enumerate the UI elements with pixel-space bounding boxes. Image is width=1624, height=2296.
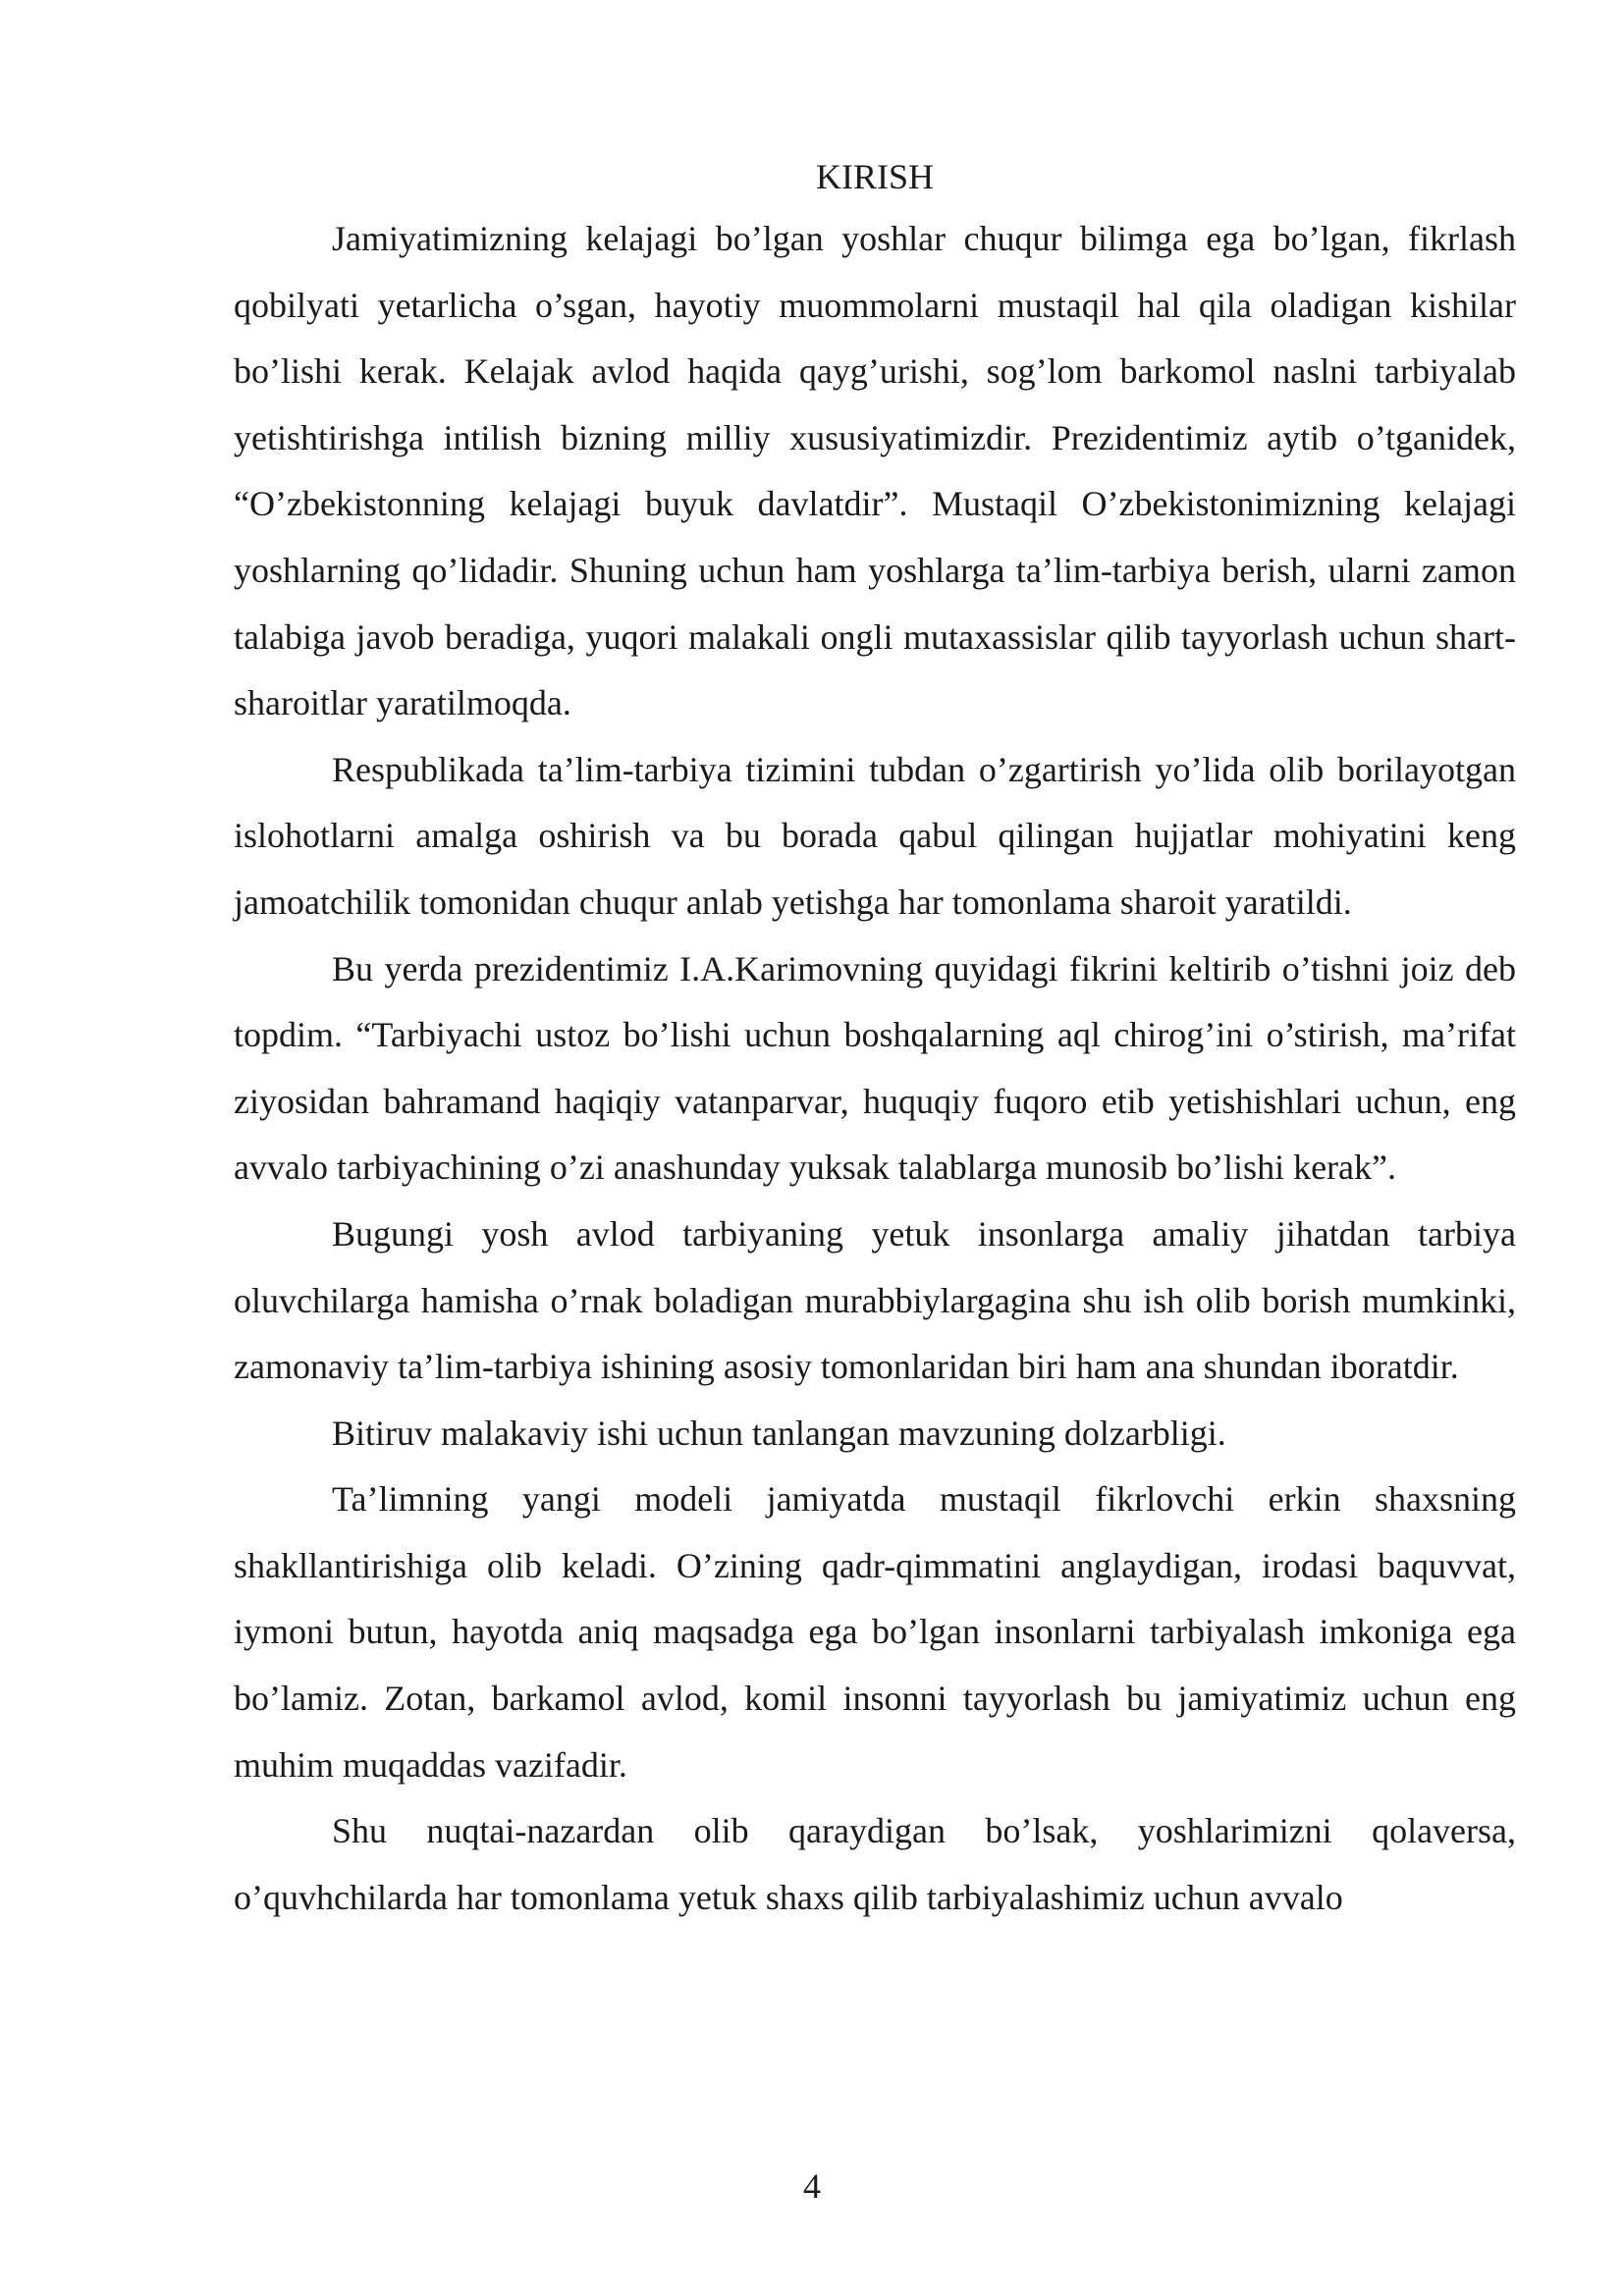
paragraph-quote: Bu yerda prezidentimiz I.A.Karimovning quyidagi fikrini keltirib o’tishni joiz deb topdim. “Tarbiyachi ustoz bo’lishi uchun boshqalarning aql chirog’ini o’stirish, ma’rifat ziyosidan bahramand haqiqiy vatanparvar, huquqiy fuqoro etib yetishishlari uchun, eng avvalo tarbiyachining o’zi anashunday yuksak talablarga munosib bo’lishi kerak”. (234, 948, 1516, 1188)
paragraph-relevance-heading: Bitiruv malakaviy ishi uchun tanlangan mavzuning dolzarbligi. (332, 1413, 1226, 1453)
paragraph-intro: Jamiyatimizning kelajagi bo’lgan yoshlar chuqur bilimga ega bo’lgan, fikrlash qobilyati yetarlicha o’sgan, hayotiy muommolarni mustaqil hal qila oladigan kishilar bo’lishi kerak. Kelajak avlod haqida qayg’urishi, sog’lom barkomol naslni tarbiyalab yetishtirishga intilish bizning milliy xususiyatimizdir. Prezidentimiz aytib o’tganidek, “O’zbekistonning kelajagi buyuk davlatdir”. Mustaqil O’zbekistonimizning kelajagi yoshlarning qo’lidadir. Shuning uchun ham yoshlarga ta’lim-tarbiya berish, ularni zamon talabiga javob beradiga, yuqori malakali ongli mutaxassislar qilib tayyorlash uchun shart-sharoitlar yaratilmoqda. (234, 219, 1516, 723)
page-number: 4 (803, 2166, 821, 2206)
paragraph-mentors: Bugungi yosh avlod tarbiyaning yetuk insonlarga amaliy jihatdan tarbiya oluvchilarga hamisha o’rnak boladigan murabbiylargagina shu ish olib borish mumkinki, zamonaviy ta’lim-tarbiya ishining asosiy tomonlaridan biri ham ana shundan iboratdir. (234, 1213, 1516, 1387)
paragraph-education-model: Ta’limning yangi modeli jamiyatda mustaqil fikrlovchi erkin shaxsning shakllantirishiga olib keladi. O’zining qadr-qimmatini anglaydigan, irodasi baquvvat, iymoni butun, hayotda aniq maqsadga ega bo’lgan insonlarni tarbiyalash imkoniga ega bo’lamiz. Zotan, barkamol avlod, komil insonni tayyorlash bu jamiyatimiz uchun eng muhim muqaddas vazifadir. (234, 1479, 1516, 1785)
paragraph-viewpoint: Shu nuqtai-nazardan olib qaraydigan bo’lsak, yoshlarimizni qolaversa, o’quvhchilarda har tomonlama yetuk shaxs qilib tarbiyalashimiz uchun avvalo (234, 1811, 1516, 1917)
section-heading: KIRISH (815, 157, 934, 196)
page-content (234, 147, 1516, 1931)
paragraph-reforms: Respublikada ta’lim-tarbiya tizimini tubdan o’zgartirish yo’lida olib borilayotgan islohotlarni amalga oshirish va bu borada qabul qilingan hujjatlar mohiyatini keng jamoatchilik tomonidan chuqur anlab yetishga har tomonlama sharoit yaratildi. (234, 749, 1516, 922)
